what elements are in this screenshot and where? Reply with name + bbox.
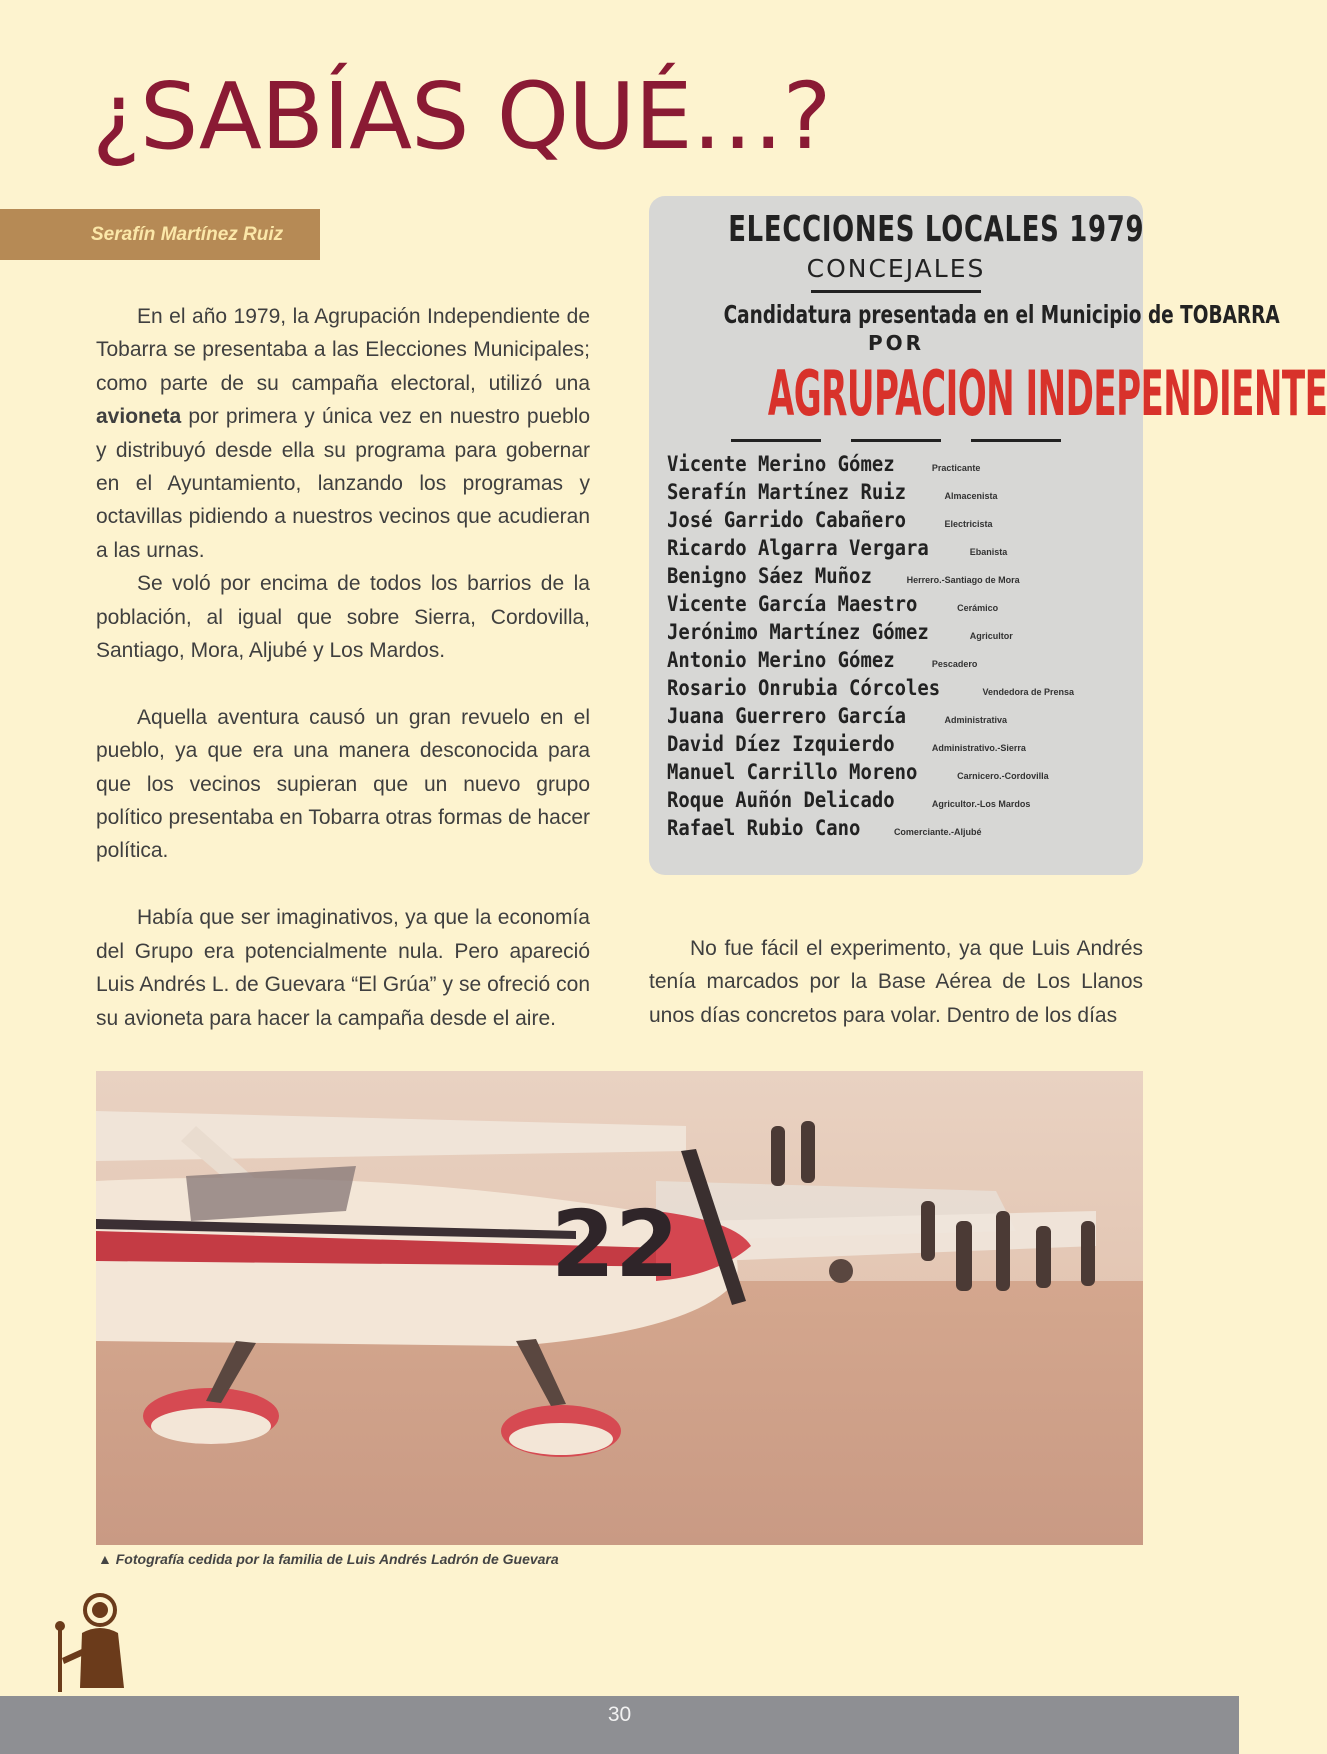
paragraph-4: Había que ser imaginativos, ya que la economía del Grupo era potencialmente nula. Pero apareció Luis Andrés L. de Guevara “El Grúa” y se ofreció con su avioneta para hacer la campaña desde el aire. [96,906,590,1030]
candidate-row [667,480,1129,508]
candidate-occupation: Herrero.-Santiago de Mora [906,575,1020,585]
candidate-occupation: Electricista [944,519,993,529]
candidate-row [667,676,1129,704]
candidate-name: Vicente García Maestro [667,592,918,616]
poster-triple-divider [663,439,1129,442]
candidate-row [667,648,1129,676]
candidate-occupation: Administrativo.-Sierra [931,743,1026,753]
candidate-row [667,816,1129,844]
candidate-row [667,564,1129,592]
candidate-name: Serafín Martínez Ruiz [667,480,906,504]
candidate-occupation: Vendedora de Prensa [982,687,1074,697]
candidate-name: Rafael Rubio Cano [667,816,861,840]
candidate-occupation: Almacenista [944,491,998,501]
paragraph-3: Aquella aventura causó un gran revuelo en el pueblo, ya que era una manera desconocida para que los vecinos supieran que un nuevo grupo político presentaba en Tobarra otras formas de hacer política. [96,705,590,863]
photo-caption: ▲ Fotografía cedida por la familia de Luis Andrés Ladrón de Guevara [98,1551,559,1567]
airplane-photo-illustration [96,1071,1143,1545]
poster-group-name: AGRUPACION INDEPENDIENTE [767,357,1327,430]
candidate-occupation: Practicante [931,463,981,473]
candidate-occupation: Agricultor.-Los Mardos [931,799,1031,809]
article-right-column [649,932,1143,1032]
candidate-occupation: Cerámico [957,603,999,613]
poster-headline: ELECCIONES LOCALES 1979 [728,209,1145,250]
author-banner [0,209,320,260]
candidate-name: Vicente Merino Gómez [667,452,895,476]
poster-por: POR [867,331,925,355]
candidate-row [667,760,1129,788]
election-poster [649,196,1327,875]
poster-subtitle: CONCEJALES [806,254,986,283]
page-title: ¿SABÍAS QUÉ…? [92,63,831,170]
airplane-photo [96,1071,1143,1545]
candidate-name: Juana Guerrero García [667,704,906,728]
paragraph-1-text-b: por primera y única vez en nuestro pueblo y distribuyó desde ella su programa para gobernar en el Ayuntamiento, lanzando los programas y octavillas pidiendo a nuestros vecinos que acudieran a las urnas. [96,405,590,562]
bold-avioneta: avioneta [96,405,182,429]
candidate-occupation: Agricultor [969,631,1013,641]
candidate-row [667,732,1129,760]
candidate-name: José Garrido Cabañero [667,508,906,532]
candidate-row [667,536,1129,564]
candidate-occupation: Ebanista [969,547,1008,557]
saint-emblem-icon [52,1588,132,1698]
page-footer [0,1696,1239,1754]
candidate-row [667,788,1129,816]
candidate-occupation: Administrativa [944,715,1008,725]
candidate-occupation: Comerciante.-Aljubé [893,827,982,837]
candidate-row [667,452,1129,480]
page-number: 30 [607,1703,632,1726]
candidate-row [667,592,1129,620]
article-left-column [96,300,590,1035]
candidate-row [667,508,1129,536]
candidate-occupation: Carnicero.-Cordovilla [957,771,1049,781]
candidate-row [667,620,1129,648]
author-name: Serafín Martínez Ruiz [91,223,284,245]
plane-number: 22 [551,1191,680,1298]
poster-candidacy: Candidatura presentada en el Municipio de TOBARRA [723,300,1280,329]
candidate-name: Rosario Onrubia Córcoles [667,676,941,700]
poster-divider [811,290,981,293]
paragraph-1 [96,300,590,567]
candidate-name: Benigno Sáez Muñoz [667,564,872,588]
paragraph-5: No fue fácil el experimento, ya que Luis Andrés tenía marcados por la Base Aérea de Los Llanos unos días concretos para volar. Dentro de los días [649,937,1143,1027]
candidate-name: Jerónimo Martínez Gómez [667,620,929,644]
candidate-name: Antonio Merino Gómez [667,648,895,672]
candidate-name: Ricardo Algarra Vergara [667,536,929,560]
candidate-name: Manuel Carrillo Moreno [667,760,918,784]
candidate-name: David Díez Izquierdo [667,732,895,756]
paragraph-1-text-a: En el año 1979, la Agrupación Independiente de Tobarra se presentaba a las Elecciones Municipales; como parte de su campaña electoral, utilizó una [96,305,590,395]
candidate-occupation: Pescadero [931,659,978,669]
candidate-row [667,704,1129,732]
paragraph-2: Se voló por encima de todos los barrios de la población, al igual que sobre Sierra, Cordovilla, Santiago, Mora, Aljubé y Los Mardos. [96,572,590,663]
candidate-list [663,452,1129,844]
candidate-name: Roque Auñón Delicado [667,788,895,812]
